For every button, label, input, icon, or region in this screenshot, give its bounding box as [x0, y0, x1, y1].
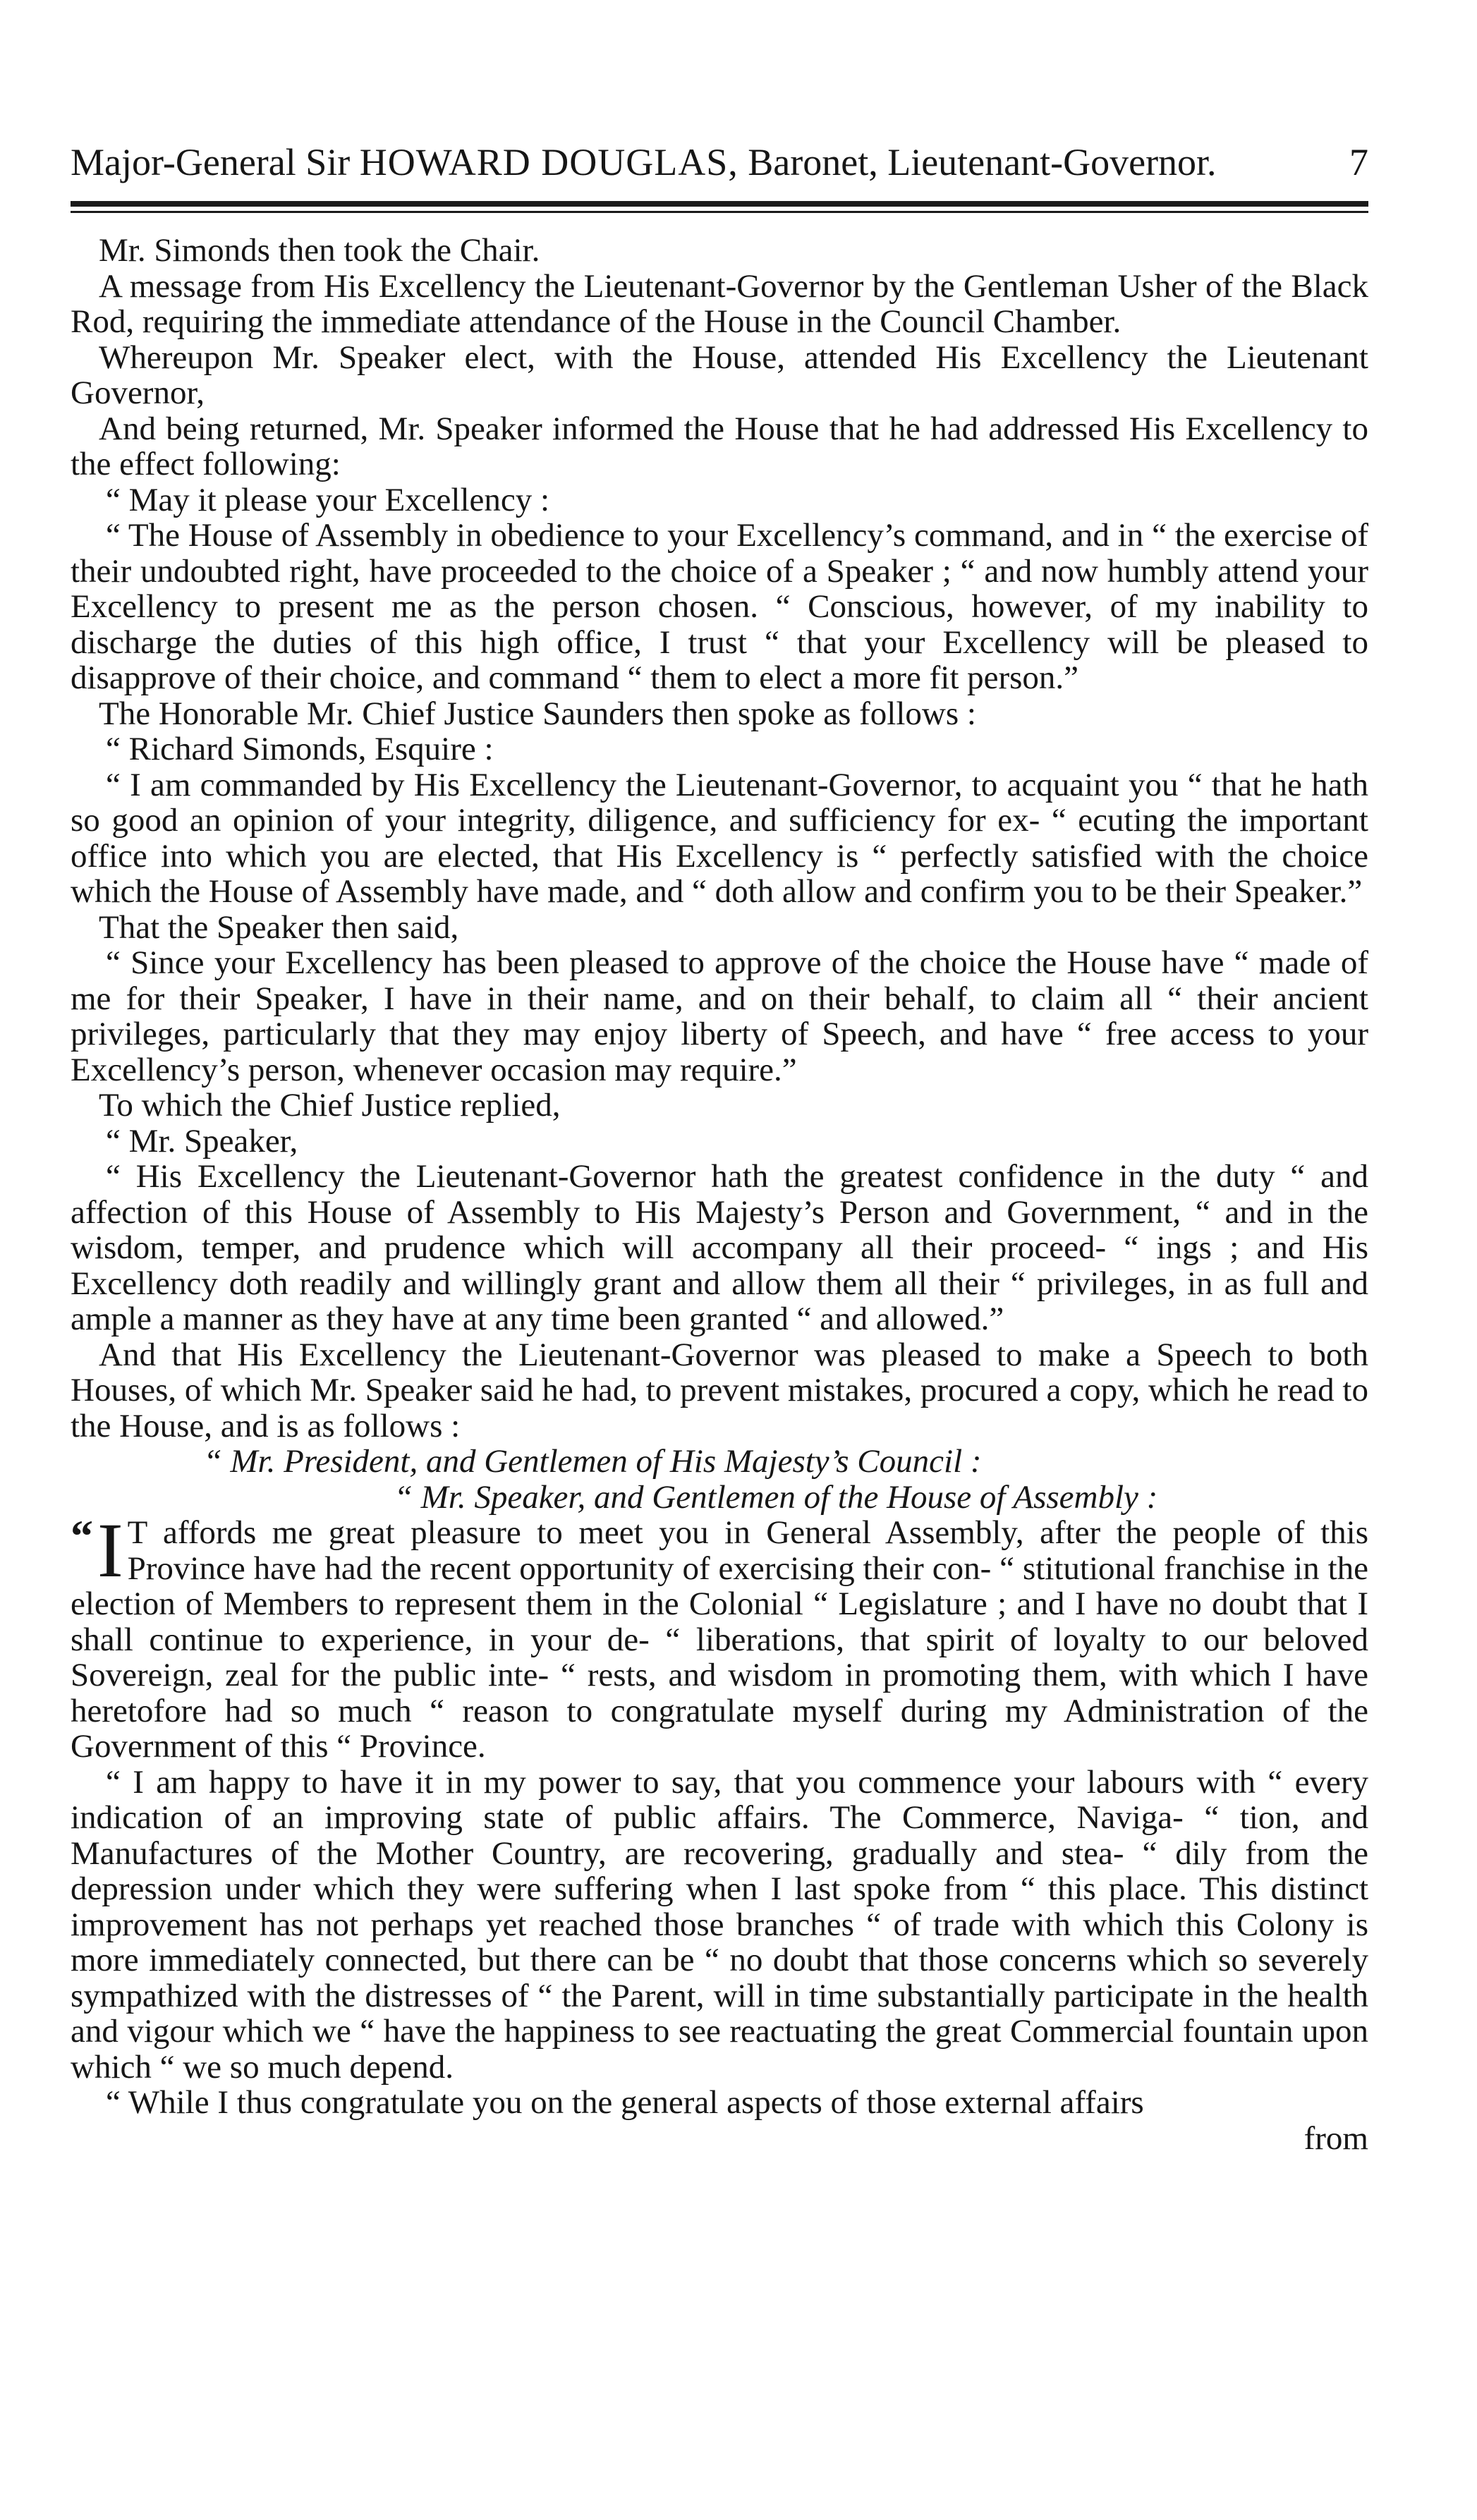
drop-cap: I [97, 1507, 123, 1593]
catchword: from [1303, 2119, 1368, 2157]
quoted-paragraph: “ The House of Assembly in obedience to your Excellency’s command, and in “ the exercise of their undoubted right, have proceeded to the choice of a Speaker ; “ and now humbly attend your Excellency to present me as the person chosen. “ Conscious, however, of my inability to discharge the duties of this high office, I trust “ that your Excellency will be pleased to disapprove of their choice, and command “ them to elect a more fit person.” [71, 517, 1368, 696]
address-council: “ Mr. President, and Gentlemen of His Majesty’s Council : [203, 1443, 982, 1480]
running-head-suffix: Baronet, Lieutenant-Governor. [738, 141, 1217, 183]
header-rule-thick [71, 201, 1368, 207]
paragraph: Mr. Simonds then took the Chair. [99, 232, 540, 269]
quoted-paragraph: “ Richard Simonds, Esquire : [106, 731, 494, 767]
paragraph: And that His Excellency the Lieutenant-Governor was pleased to make a Speech to both Houses, of which Mr. Speaker said he had, to prevent mistakes, procured a copy, which he read to the House, and is as follows : [71, 1336, 1368, 1444]
header-rule-thin [71, 211, 1368, 213]
book-page [71, 85, 1397, 2497]
quoted-paragraph: “ Since your Excellency has been pleased to approve of the choice the House have “ made of me for their Speaker, I have in their name, and on their behalf, to claim all “ their ancient privileges, particularly that they may enjoy liberty of Speech, and have “ free access to your Excellency’s person, whenever occasion may require.” [71, 944, 1368, 1088]
paragraph: Whereupon Mr. Speaker elect, with the House, attended His Excellency the Lieutenant Governor, [71, 339, 1368, 411]
speech-second-paragraph: “ I am happy to have it in my power to say, that you commence your labours with “ every indication of an improving state of public affairs. The Commerce, Naviga- “ tion, and Manufactures of the Mother Country, are recovering, gradually and stea- “ dily from the depression under which they were suffering when I last spoke from “ this place. This distinct improvement has not perhaps yet reached those branches “ of trade with which this Colony is more immediately connected, but there can be “ no doubt that those concerns which so severely sympathized with the distresses of “ the Parent, will in time substantially participate in the health and vigour which we “ have the happiness to see reactuating the great Commercial fountain upon which “ we so much depend. [71, 1763, 1368, 2086]
address-assembly: “ Mr. Speaker, and Gentlemen of the House of Assembly : [394, 1478, 1158, 1516]
paragraph: To which the Chief Justice replied, [99, 1087, 561, 1124]
paragraph: And being returned, Mr. Speaker informed the House that he had addressed His Excellency to the effect following: [71, 410, 1368, 482]
quoted-paragraph: “ Mr. Speaker, [106, 1122, 298, 1159]
quoted-paragraph: “ His Excellency the Lieutenant-Governor hath the greatest confidence in the duty “ and affection of this House of Assembly to His Majesty’s Person and Government, “ and in the wisdom, temper, and prudence which will accompany all their proceed- “ ings ; and His Excellency doth readily and willingly grant and allow them all their “ privileges, in as full and ample a manner as they have at any time been granted “ and allowed.” [71, 1158, 1368, 1337]
quoted-paragraph: “ I am commanded by His Excellency the Lieutenant-Governor, to acquaint you “ that he hath so good an opinion of your integrity, diligence, and sufficiency for ex- “ ecuting the important office into which you are elected, that His Excellency is “ perfectly satisfied with the choice which the House of Assembly have made, and “ doth allow and confirm you to be their Speaker.” [71, 766, 1368, 910]
paragraph: A message from His Excellency the Lieutenant-Governor by the Gentleman Usher of the Black Rod, requiring the immediate attendance of the House in the Council Chamber. [71, 267, 1368, 340]
running-head [71, 134, 1368, 190]
paragraph: That the Speaker then said, [99, 908, 459, 946]
speech-first-paragraph-text: T affords me great pleasure to meet you in General Assembly, after the people of this Province have had the recent opportunity of exercising their con- “ stitutional franchise in the election of Members to represent them in the Colonial “ Legislature ; and I have no doubt that I shall continue to experience, in your de- “ liberations, that spirit of loyalty to our beloved Sovereign, zeal for the public inte- “ rests, and wisdom in promoting them, with which I have heretofore had so much “ reason to congratulate myself during my Administration of the Government of this “ Province. [71, 1514, 1368, 1765]
opening-quote-mark: “ [71, 1511, 93, 1561]
running-head-prefix: Major-General Sir [71, 141, 360, 183]
body-text [71, 233, 1368, 2156]
page-number: 7 [1349, 141, 1368, 183]
quoted-paragraph: “ May it please your Excellency : [106, 481, 550, 518]
speech-third-paragraph: “ While I thus congratulate you on the general aspects of those external affairs [106, 2084, 1144, 2121]
speech-first-paragraph [71, 1507, 1368, 1765]
running-head-name: HOWARD DOUGLAS, [359, 141, 738, 183]
paragraph: The Honorable Mr. Chief Justice Saunders then spoke as follows : [99, 695, 976, 732]
